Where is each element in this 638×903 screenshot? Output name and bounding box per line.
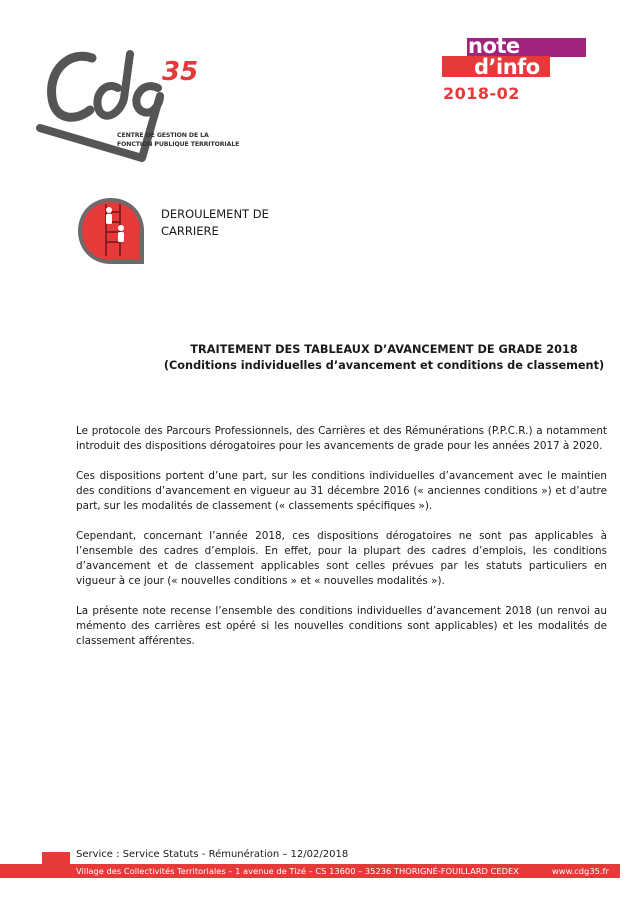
body-paragraph: Ces dispositions portent d’une part, sur les conditions individuelles d’avancement avec le maintien des conditions d’avancement en vigueur au 31 décembre 2016 (« anciennes conditions ») et d’autre part, sur les modalités de classement (« classements spécifiques »). [76,470,607,512]
cdg35-logo [30,40,230,175]
body-paragraph: La présente note recense l’ensemble des conditions individuelles d’avancement 2018 (un renvoi au mémento des carrières est opéré si les nouvelles conditions sont applicables) et les modalités de classement afférentes. [76,605,607,647]
footer-service: Service : Service Statuts - Rémunération – 12/02/2018 [76,849,349,860]
logo-subtitle: CENTRE DE GESTION DE LA FONCTION PUBLIQUE TERRITORIALE [117,132,240,148]
body-paragraph: Le protocole des Parcours Professionnels, des Carrières et des Rémunérations (P.P.C.R.) a notamment introduit des dispositions dérogatoires pour les avancements de grade pour les années 2017 à 2020. [76,425,607,452]
svg-text:35: 35 [162,57,199,87]
body-paragraph: Cependant, concernant l’année 2018, ces dispositions dérogatoires ne sont pas applicables à l’ensemble des cadres d’emplois. En effet, pour la plupart des cadres d’emplois, les conditions d’avancement et de classement applicables sont celles prévues par les statuts particuliers en vigueur à ce jour (« nouvelles conditions » et « nouvelles modalités »). [76,530,607,587]
footer-accent [42,852,70,864]
category-label: DEROULEMENT DE CARRIERE [161,207,269,238]
badge-info-text: d’info [474,55,540,79]
document-title: TRAITEMENT DES TABLEAUX D’AVANCEMENT DE GRADE 2018 (Conditions individuelles d’avancement et conditions de classement) [163,343,605,372]
footer-address: Village des Collectivités Territoriales – 1 avenue de Tizé – CS 13600 – 35236 THORIGNÉ-FOUILLARD CEDEX [76,866,519,876]
badge-year: 2018-02 [443,84,520,103]
document-body [76,424,607,664]
footer-website-link[interactable]: www.cdg35.fr [552,866,609,876]
badge-note-text: note [468,34,520,58]
career-ladder-icon [76,196,146,266]
